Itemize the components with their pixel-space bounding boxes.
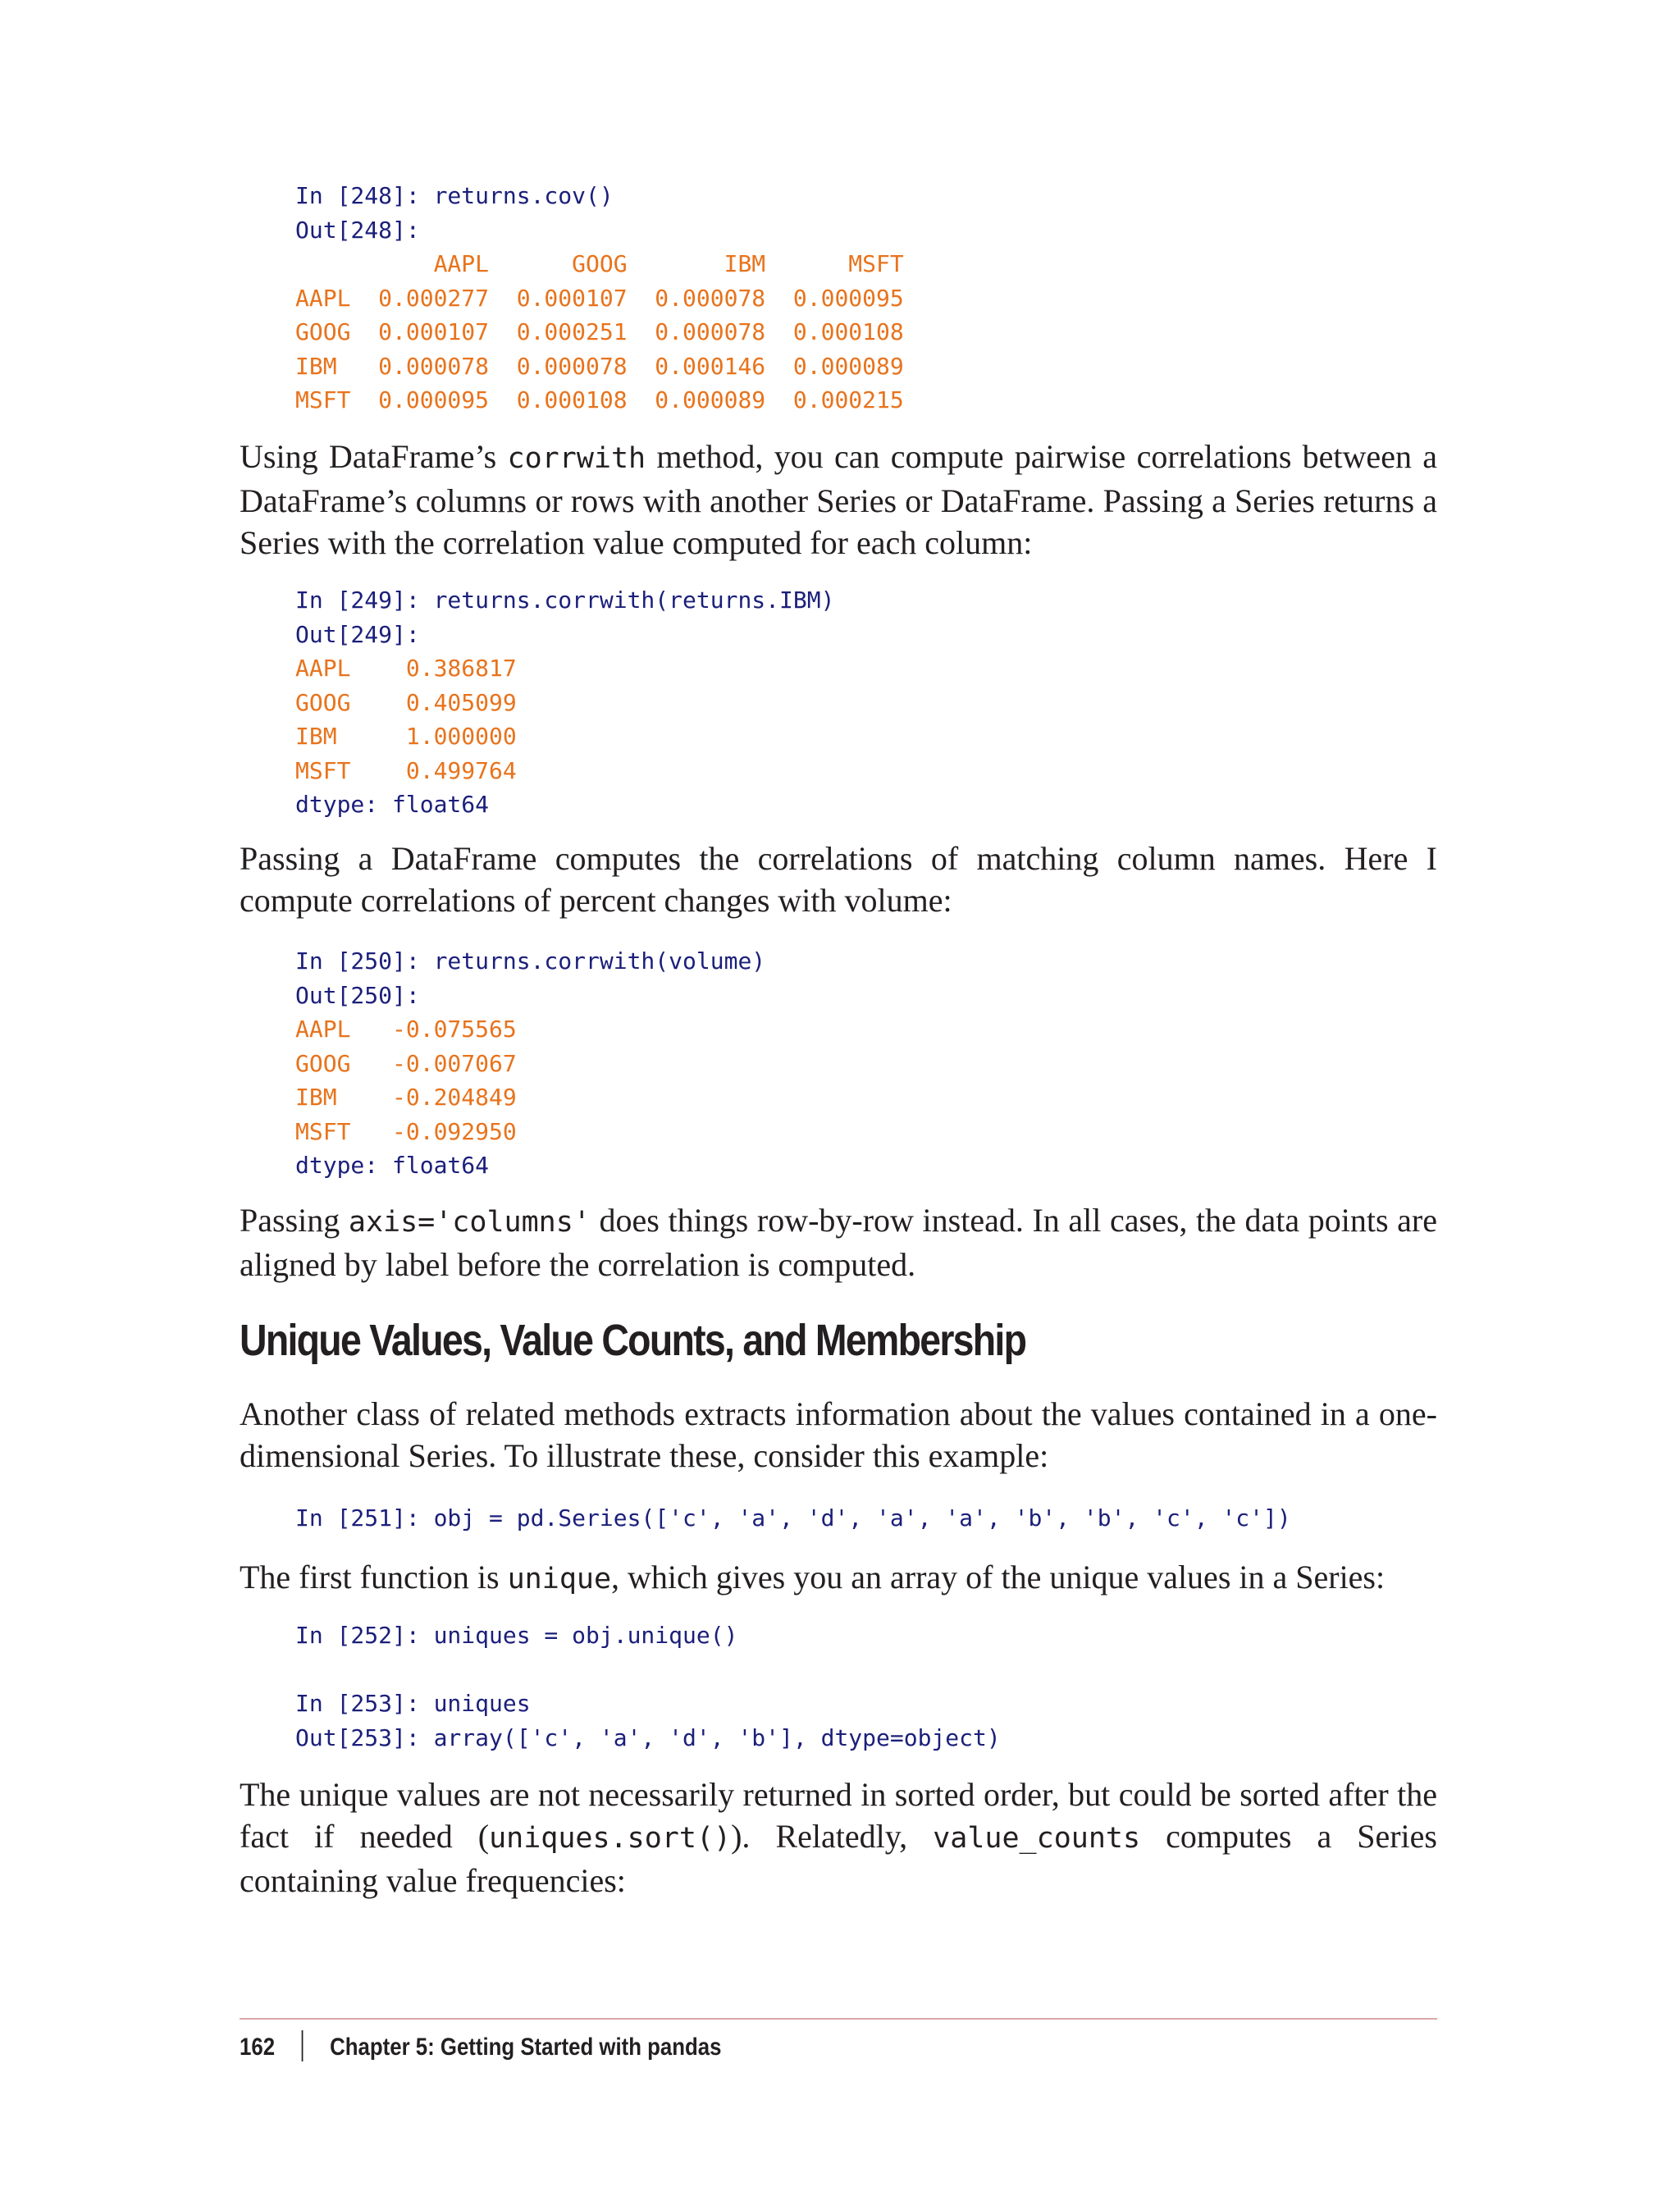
code-block-cov — [295, 179, 904, 418]
corr-ibm-dtype: dtype: float64 — [295, 791, 490, 818]
page-number: 162 — [240, 2034, 276, 2061]
code-line-in-251: In [251]: obj = pd.Series(['c', 'a', 'd', 'a', 'a', 'b', 'b', 'c', 'c']) — [295, 1504, 1291, 1532]
paragraph-dataframe-corr — [240, 838, 1437, 921]
chapter-title: Chapter 5: Getting Started with pandas — [330, 2034, 722, 2061]
code-line-out-250: Out[250]: — [295, 981, 420, 1009]
paragraph-related-methods — [240, 1393, 1437, 1477]
corr-ibm-row-ibm: IBM 1.000000 — [295, 723, 517, 750]
inline-code-corrwith: corrwith — [507, 442, 646, 475]
paragraph-text: Passing a DataFrame computes the correlations of matching column names. Here I compute correlations of percent changes with volume: — [240, 840, 1437, 919]
cov-row-goog: GOOG 0.000107 0.000251 0.000078 0.000108 — [295, 318, 904, 345]
footer-rule — [240, 2018, 1437, 2020]
paragraph-text: Another class of related methods extracts information about the values contained in a one-dimensional Series. To illustrate these, consider this example: — [240, 1395, 1437, 1474]
inline-code-value-counts: value_counts — [933, 1822, 1141, 1855]
corr-vol-row-ibm: IBM -0.204849 — [295, 1084, 517, 1111]
paragraph-text: , which gives you an array of the unique values in a Series: — [611, 1559, 1386, 1596]
code-line-in-252: In [252]: uniques = obj.unique() — [295, 1622, 738, 1649]
code-line-out-248: Out[248]: — [295, 216, 420, 244]
code-line-in-253: In [253]: uniques — [295, 1690, 531, 1717]
corr-ibm-row-aapl: AAPL 0.386817 — [295, 655, 517, 682]
paragraph-unique — [240, 1556, 1437, 1600]
code-line-out-249: Out[249]: — [295, 620, 420, 648]
footer-separator — [302, 2030, 304, 2061]
corr-vol-row-goog: GOOG -0.007067 — [295, 1049, 517, 1077]
paragraph-text: The unique values are not necessarily returned in sorted order, but could be sorted after the fact if needed ( — [240, 1776, 1437, 1855]
paragraph-text: method, you can compute pairwise correlations between a DataFrame’s columns or rows with another Series or DataFrame. Passing a Series returns a Series with the correlation value computed for each column: — [240, 438, 1437, 561]
code-line-in-250: In [250]: returns.corrwith(volume) — [295, 947, 766, 975]
corr-vol-row-aapl: AAPL -0.075565 — [295, 1016, 517, 1043]
paragraph-corrwith-intro — [240, 436, 1437, 564]
cov-table-header: AAPL GOOG IBM MSFT — [295, 250, 904, 277]
corr-ibm-row-msft: MSFT 0.499764 — [295, 756, 517, 784]
cov-row-ibm: IBM 0.000078 0.000078 0.000146 0.000089 — [295, 352, 904, 380]
paragraph-text: ). Relatedly, — [731, 1818, 934, 1855]
corr-ibm-row-goog: GOOG 0.405099 — [295, 688, 517, 716]
code-block-corrwith-ibm — [295, 583, 834, 822]
cov-row-aapl: AAPL 0.000277 0.000107 0.000078 0.000095 — [295, 284, 904, 312]
corr-vol-dtype: dtype: float64 — [295, 1152, 490, 1179]
paragraph-text: Using DataFrame’s — [240, 438, 508, 475]
cov-row-msft: MSFT 0.000095 0.000108 0.000089 0.000215 — [295, 386, 904, 413]
page-footer — [240, 2030, 721, 2061]
code-line-out-253: Out[253]: array(['c', 'a', 'd', 'b'], dtype=object) — [295, 1723, 1001, 1751]
inline-code-unique: unique — [507, 1563, 612, 1596]
inline-code-axis: axis='columns' — [348, 1206, 591, 1239]
paragraph-sorted-value-counts — [240, 1774, 1437, 1901]
paragraph-text: Passing — [240, 1202, 349, 1239]
paragraph-text: The first function is — [240, 1559, 508, 1596]
code-block-uniques — [295, 1618, 1001, 1755]
code-block-corrwith-volume — [295, 944, 765, 1183]
section-heading: Unique Values, Value Counts, and Membership — [240, 1316, 1026, 1365]
code-block-obj — [295, 1501, 1291, 1536]
code-line-in-248: In [248]: returns.cov() — [295, 182, 614, 209]
corr-vol-row-msft: MSFT -0.092950 — [295, 1117, 517, 1145]
paragraph-text: does things row-by-row instead. In all cases, the data points are aligned by label before the correlation is computed. — [240, 1202, 1437, 1283]
paragraph-text: computes a Series containing value frequencies: — [240, 1818, 1437, 1899]
inline-code-uniques-sort: uniques.sort() — [489, 1822, 732, 1855]
paragraph-axis-columns — [240, 1199, 1437, 1285]
code-line-in-249: In [249]: returns.corrwith(returns.IBM) — [295, 587, 835, 614]
